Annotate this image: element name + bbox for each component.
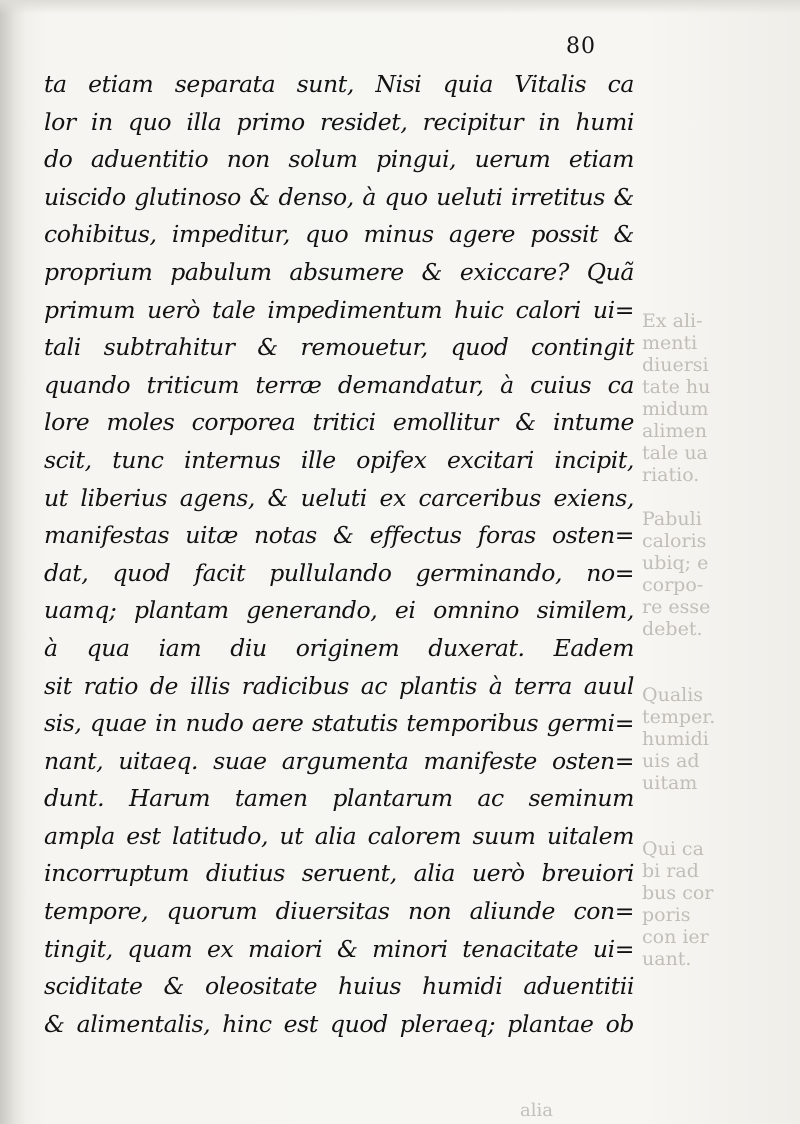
marginalia-line: tate hu bbox=[642, 376, 711, 398]
text-line: scit, tunc internus ille opifex excitari incipit, bbox=[44, 445, 634, 474]
text-line: lore moles corporea tritici emollitur & intume bbox=[44, 408, 634, 437]
text-line: tali subtrahitur & remouetur, quod contingit bbox=[44, 333, 634, 362]
marginalia-line: uant. bbox=[642, 948, 692, 970]
text-line: cohibitus, impeditur, quo minus agere possit & bbox=[44, 220, 634, 249]
text-line: ampla est latitudo, ut alia calorem suum uitalem bbox=[44, 821, 634, 850]
text-line: uiscido glutinoso & denso, à quo ueluti irretitus & bbox=[44, 182, 634, 211]
marginalia-line: poris bbox=[642, 904, 691, 926]
marginalia-line: riatio. bbox=[642, 464, 700, 486]
marginalia-gap bbox=[642, 662, 800, 684]
marginalia-line: tale ua bbox=[642, 442, 708, 464]
marginalia-line: bus cor bbox=[642, 882, 714, 904]
bleed-through-marginalia bbox=[642, 310, 800, 970]
marginalia-line: Qualis bbox=[642, 684, 704, 706]
marginalia-gap bbox=[642, 816, 800, 838]
marginalia-line: con ier bbox=[642, 926, 709, 948]
bleed-through-bottom-fragment: alia bbox=[520, 1100, 553, 1121]
marginalia-gap bbox=[642, 640, 800, 662]
marginalia-line: corpo- bbox=[642, 574, 704, 596]
marginalia-line: debet. bbox=[642, 618, 703, 640]
text-line: do aduentitio non solum pingui, uerum etiam bbox=[44, 145, 634, 174]
text-line: sciditate & oleositate huius humidi aduentitii bbox=[44, 972, 634, 1001]
marginalia-line: humidi bbox=[642, 728, 709, 750]
text-line: sis, quae in nudo aere statutis temporibus germi= bbox=[44, 709, 634, 738]
marginalia-line: temper. bbox=[642, 706, 716, 728]
text-line: ta etiam separata sunt, Nisi quia Vitalis ca bbox=[44, 70, 634, 98]
text-line: & alimentalis, hinc est quod pleraeq; plantae ob bbox=[44, 1009, 634, 1038]
text-line: à qua iam diu originem duxerat. Eadem bbox=[44, 633, 634, 662]
marginalia-line: caloris bbox=[642, 530, 707, 552]
marginalia-line: Qui ca bbox=[642, 838, 704, 860]
text-line: primum uerò tale impedimentum huic calori ui= bbox=[44, 295, 634, 324]
marginalia-line: ubiq; e bbox=[642, 552, 709, 574]
marginalia-gap bbox=[642, 486, 800, 508]
text-line: sit ratio de illis radicibus ac plantis à terra auul bbox=[44, 671, 634, 700]
text-line: manifestas uitæ notas & effectus foras osten= bbox=[44, 521, 634, 550]
marginalia-line: menti bbox=[642, 332, 698, 354]
text-line: tempore, quorum diuersitas non aliunde con= bbox=[44, 897, 634, 926]
marginalia-line: diuersi bbox=[642, 354, 709, 376]
body-text bbox=[44, 66, 634, 1043]
text-line: nant, uitaeq. suae argumenta manifeste osten= bbox=[44, 746, 634, 775]
marginalia-line: uitam bbox=[642, 772, 698, 794]
marginalia-gap bbox=[642, 794, 800, 816]
page-number: 80 bbox=[566, 34, 596, 59]
marginalia-line: uis ad bbox=[642, 750, 700, 772]
text-line: proprium pabulum absumere & exiccare? Quã bbox=[44, 257, 634, 286]
text-line: uamq; plantam generando, ei omnino similem, bbox=[44, 596, 634, 625]
text-line: dat, quod facit pullulando germinando, no= bbox=[44, 558, 634, 587]
text-line: quando triticum terræ demandatur, à cuius ca bbox=[44, 370, 634, 399]
gutter-shadow bbox=[0, 0, 26, 1124]
marginalia-line: re esse bbox=[642, 596, 711, 618]
text-line: dunt. Harum tamen plantarum ac seminum bbox=[44, 784, 634, 813]
marginalia-line: alimen bbox=[642, 420, 707, 442]
text-line: incorruptum diutius seruent, alia uerò breuiori bbox=[44, 859, 634, 888]
text-line: lor in quo illa primo residet, recipitur in humi bbox=[44, 107, 634, 136]
marginalia-line: Ex ali- bbox=[642, 310, 703, 332]
marginalia-line: bi rad bbox=[642, 860, 699, 882]
text-line: ut liberius agens, & ueluti ex carceribus exiens, bbox=[44, 483, 634, 512]
text-line: tingit, quam ex maiori & minori tenacitate ui= bbox=[44, 934, 634, 963]
top-edge-shadow bbox=[0, 0, 800, 14]
marginalia-line: midum bbox=[642, 398, 709, 420]
marginalia-line: Pabuli bbox=[642, 508, 702, 530]
